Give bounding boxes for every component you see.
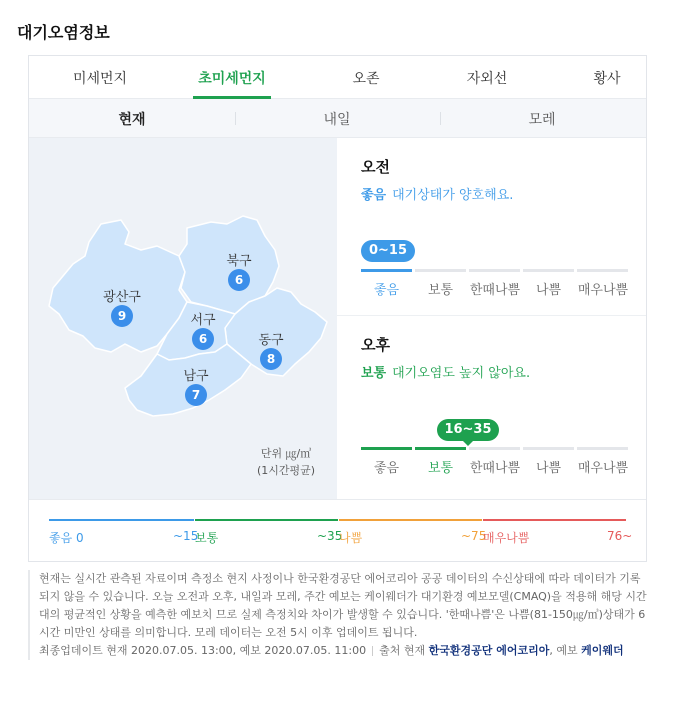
source-prefix: 출처 현재	[379, 644, 426, 657]
morning-scale	[361, 269, 628, 319]
scale-segment-good	[361, 447, 412, 450]
afternoon-range: 16~35	[444, 422, 492, 437]
scale-label-sometimes-bad: 한때나쁨	[469, 461, 521, 476]
subtab-divider	[440, 112, 441, 125]
tab-ultrafine-dust[interactable]: 초미세먼지	[198, 71, 266, 87]
source-link-kweather[interactable]: 케이웨더	[581, 644, 624, 657]
morning-level: 좋음	[361, 188, 387, 203]
afternoon-status	[361, 362, 530, 381]
morning-range: 0~15	[368, 243, 408, 258]
legend-bar-bad	[339, 519, 482, 521]
legend-bar-normal	[195, 519, 338, 521]
legend-threshold-76: 76~	[607, 529, 633, 543]
afternoon-title: 오후	[361, 336, 390, 354]
subtab-day-after[interactable]: 모레	[528, 112, 556, 128]
legend-bar-very-bad	[483, 519, 626, 521]
air-quality-card	[28, 55, 647, 562]
scale-label-very-bad: 매우나쁨	[577, 461, 629, 476]
legend-very-bad: 매우나쁨	[483, 531, 530, 545]
forecast-panel	[337, 138, 646, 499]
district-value-dong: 8	[260, 348, 282, 370]
tab-yellow-dust[interactable]: 황사	[593, 71, 621, 87]
legend-normal: 보통	[195, 531, 219, 545]
source-link-airkorea[interactable]: 한국환경공단 에어코리아	[428, 644, 550, 657]
district-value-gwangsan: 9	[111, 305, 133, 327]
scale-label-good: 좋음	[373, 461, 400, 476]
morning-message: 대기상태가 양호해요.	[392, 188, 514, 203]
source-mid: , 예보	[549, 644, 578, 657]
scale-segment-normal	[415, 447, 466, 450]
scale-label-normal: 보통	[427, 283, 454, 298]
legend-bad: 나쁨	[339, 531, 363, 545]
tab-ozone[interactable]: 오존	[352, 71, 380, 87]
notes-body: 현재는 실시간 관측된 자료이며 측정소 현지 사정이나 한국환경공단 에어코리아 공공 데이터의 수신상태에 따라 데이터가 기록되지 않을 수 있습니다. 오늘 오전과 오후, 내일과 모레, 주간 예보는 케이웨더가 대기환경 예보모델(CMAQ)을 적용해 해당 시간대의 평균적인 상황을 예측한 예보치 므로 실제 측정치와 차이가 발생할 수 있습니다. '한때나쁨'은 나쁨(81-150㎍/㎥)상태가 6시간 미만인 상태를 의미합니다. 모레 데이터는 오전 5시 이후 업데이트 됩니다.	[39, 572, 647, 639]
morning-status	[361, 184, 513, 203]
legend-bar-good	[49, 519, 194, 521]
district-label-seo: 서구	[190, 313, 216, 328]
district-value-nam: 7	[185, 384, 207, 406]
update-info	[39, 642, 648, 660]
section-title: 대기오염정보	[17, 23, 110, 42]
scale-segment-very-bad	[577, 447, 628, 450]
afternoon-range-bubble	[437, 419, 499, 441]
district-label-nam: 남구	[183, 369, 209, 384]
afternoon-message: 대기오염도 높지 않아요.	[392, 366, 531, 381]
scale-label-bad: 나쁨	[535, 461, 562, 476]
legend-threshold-35: ~35	[317, 529, 343, 543]
map-unit	[257, 445, 315, 479]
district-value-buk: 6	[228, 269, 250, 291]
scale-label-bad: 나쁨	[535, 283, 562, 298]
district-value-seo: 6	[192, 328, 214, 350]
tab-uv[interactable]: 자외선	[466, 71, 508, 87]
district-label-dong: 동구	[258, 333, 284, 348]
level-legend	[29, 499, 646, 561]
pollutant-tabs	[29, 56, 646, 99]
scale-segment-very-bad	[577, 269, 628, 272]
morning-range-bubble	[361, 240, 415, 262]
morning-title: 오전	[361, 158, 390, 176]
scale-segment-bad	[523, 447, 574, 450]
scale-label-very-bad: 매우나쁨	[577, 283, 629, 298]
time-subtabs	[29, 99, 646, 138]
scale-label-good: 좋음	[373, 283, 400, 298]
subtab-now[interactable]: 현재	[118, 112, 146, 128]
scale-segment-bad	[523, 269, 574, 272]
scale-label-sometimes-bad: 한때나쁨	[469, 283, 521, 298]
district-label-gwangsan: 광산구	[103, 290, 141, 305]
scale-label-normal: 보통	[427, 461, 454, 476]
afternoon-scale	[361, 447, 628, 497]
district-map	[29, 138, 337, 499]
district-label-buk: 북구	[226, 254, 252, 269]
subtab-tomorrow[interactable]: 내일	[323, 112, 351, 128]
update-timestamp: 최종업데이트 현재 2020.07.05. 13:00, 예보 2020.07.05. 11:00	[39, 644, 367, 657]
scale-segment-sometimes-bad	[469, 447, 520, 450]
info-notes	[28, 570, 648, 660]
unit-average-label: (1시간평균)	[257, 464, 316, 477]
afternoon-level: 보통	[361, 366, 387, 381]
period-divider	[337, 315, 646, 316]
unit-label: 단위 ㎍/㎥	[260, 447, 312, 460]
scale-segment-good	[361, 269, 412, 272]
legend-threshold-75: ~75	[461, 529, 487, 543]
legend-good: 좋음 0	[49, 531, 84, 545]
subtab-divider	[235, 112, 236, 125]
tab-fine-dust[interactable]: 미세먼지	[72, 71, 128, 87]
separator	[372, 646, 373, 656]
legend-threshold-15: ~15	[173, 529, 199, 543]
scale-segment-normal	[415, 269, 466, 272]
scale-segment-sometimes-bad	[469, 269, 520, 272]
